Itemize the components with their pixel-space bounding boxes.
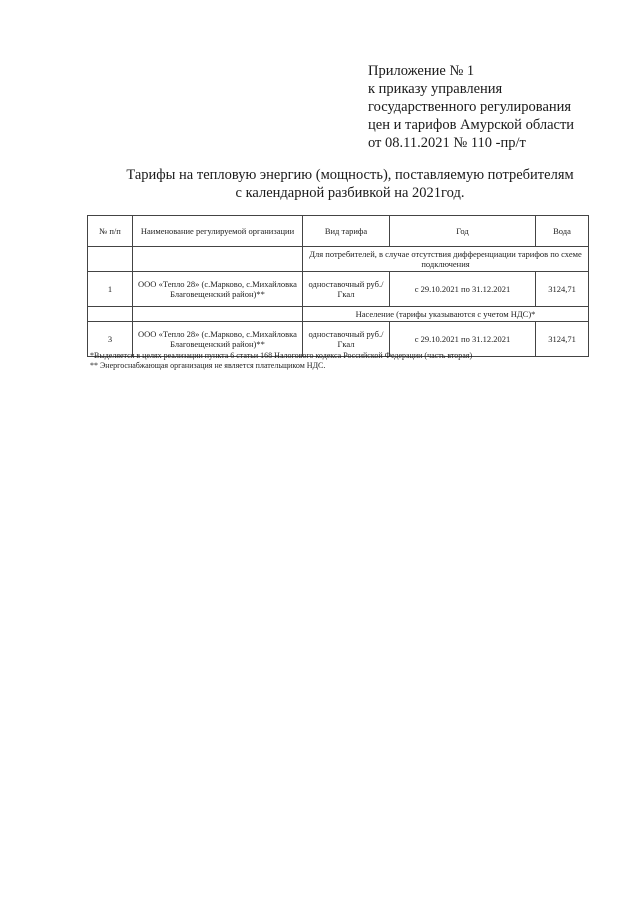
empty-cell [88,247,133,272]
document-title [110,166,590,202]
footnotes [90,351,600,371]
row-water: 3124,71 [536,322,589,357]
note-cell: Для потребителей, в случае отсутствия дифференциации тарифов по схеме подключения [303,247,589,272]
header-org: Наименование регулируемой организации [133,216,303,247]
appendix-line: Приложение № 1 [368,63,475,79]
row-org: ООО «Тепло 28» (с.Марково, с.Михайловка Благовещенский район)** [133,322,303,357]
population-cell: Население (тарифы указываются с учетом НДС)* [303,307,589,322]
footnote-no-vat: ** Энергоснабжающая организация не является плательщиком НДС. [90,361,326,370]
header-num: № п/п [88,216,133,247]
row-year: с 29.10.2021 по 31.12.2021 [390,272,536,307]
table-header-row [88,216,589,247]
row-tariff-type: одноставочный руб./Гкал [303,322,390,357]
empty-cell [88,307,133,322]
order-date-number: от 08.11.2021 № 110 -пр/т [368,135,526,151]
empty-cell [133,247,303,272]
title-line-1: Тарифы на тепловую энергию (мощность), поставляемую потребителям [126,167,574,183]
row-num: 1 [88,272,133,307]
order-appendix-header [368,62,608,152]
empty-cell [133,307,303,322]
authority-line-2: цен и тарифов Амурской области [368,117,575,133]
table-note-row [88,247,589,272]
title-line-2: с календарной разбивкой на 2021год. [235,185,465,201]
table-row [88,272,589,307]
row-year: с 29.10.2021 по 31.12.2021 [390,322,536,357]
header-year: Год [390,216,536,247]
row-tariff-type: одноставочный руб./Гкал [303,272,390,307]
header-water: Вода [536,216,589,247]
order-line: к приказу управления [368,81,503,97]
tariff-table [87,215,589,357]
row-water: 3124,71 [536,272,589,307]
authority-line-1: государственного регулирования [368,99,572,115]
row-num: 3 [88,322,133,357]
footnote-vat: *Выделяется в целях реализации пункта 6 статьи 168 Налогового кодекса Российской Федерации (часть вторая) [90,351,473,360]
row-org: ООО «Тепло 28» (с.Марково, с.Михайловка Благовещенский район)** [133,272,303,307]
population-row [88,307,589,322]
header-tariff-type: Вид тарифа [303,216,390,247]
